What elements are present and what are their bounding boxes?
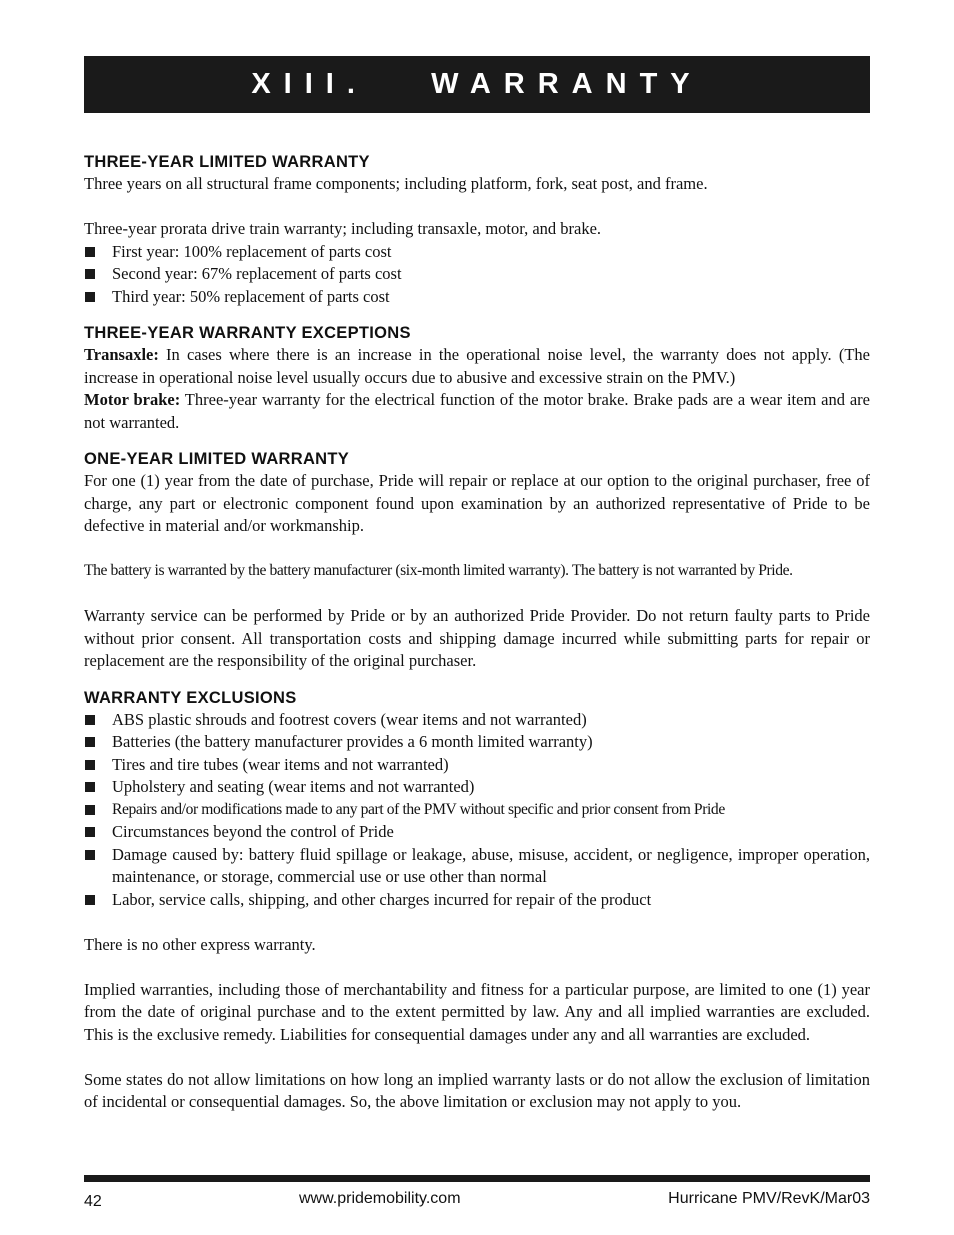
warranty-content [84, 151, 870, 1114]
list-item: Tires and tire tubes (wear items and not warranted) [84, 754, 870, 777]
section-heading-one-year: ONE-YEAR LIMITED WARRANTY [84, 450, 350, 468]
bullet-square-icon [85, 805, 95, 815]
bullet-square-icon [85, 827, 95, 837]
paragraph-motor-brake: Motor brake: Three-year warranty for the electrical function of the motor brake. Brake pads are a wear item and are not warranted. [84, 390, 870, 432]
bullet-square-icon [85, 715, 95, 725]
chapter-title-banner [84, 56, 870, 113]
page-footer [84, 1189, 870, 1213]
bullet-square-icon [85, 247, 95, 257]
list-item: ABS plastic shrouds and footrest covers (wear items and not warranted) [84, 709, 870, 732]
bullet-square-icon [85, 850, 95, 860]
paragraph-transaxle: Transaxle: In cases where there is an increase in the operational noise level, the warranty does not apply. (The increase in operational noise level usually occurs due to abusive and excessive strain on the PMV.) [84, 345, 870, 387]
list-item: Labor, service calls, shipping, and other charges incurred for repair of the product [84, 889, 870, 912]
section-heading-exclusions: WARRANTY EXCLUSIONS [84, 688, 297, 707]
section-heading-exceptions: THREE-YEAR WARRANTY EXCEPTIONS [84, 324, 411, 342]
paragraph: For one (1) year from the date of purchase, Pride will repair or replace at our option to the original purchaser, free of charge, any part or electronic component found upon examination by an authorized representative of Pride to be defective in material and/or workmanship. [84, 471, 870, 535]
chapter-title: XIII. WARRANTY [251, 68, 703, 100]
list-item: Batteries (the battery manufacturer provides a 6 month limited warranty) [84, 731, 870, 754]
paragraph: Implied warranties, including those of merchantability and fitness for a particular purpose, are limited to one (1) year from the date of original purchase and to the extent permitted by law. Any and all implied warranties are excluded. This is the exclusive remedy. Liabilities for consequential damages under any and all warranties are excluded. [84, 979, 870, 1044]
list-item: Repairs and/or modifications made to any part of the PMV without specific and prior consent from Pride [84, 799, 870, 822]
list-item: Third year: 50% replacement of parts cost [84, 286, 870, 309]
list-item: Second year: 67% replacement of parts cost [84, 263, 870, 286]
list-item: Upholstery and seating (wear items and not warranted) [84, 776, 870, 799]
section-heading-three-year: THREE-YEAR LIMITED WARRANTY [84, 153, 370, 171]
bullet-square-icon [85, 895, 95, 905]
bullet-square-icon [85, 269, 95, 279]
document-id: Hurricane PMV/RevK/Mar03 [668, 1190, 870, 1207]
website-url: www.pridemobility.com [299, 1190, 461, 1207]
bullet-square-icon [85, 737, 95, 747]
list-item: Circumstances beyond the control of Pride [84, 821, 870, 844]
list-item: First year: 100% replacement of parts cost [84, 241, 870, 264]
bullet-square-icon [85, 292, 95, 302]
paragraph: Three years on all structural frame components; including platform, fork, seat post, and frame. [84, 174, 708, 193]
exclusions-list [84, 709, 870, 912]
paragraph: Warranty service can be performed by Pride or by an authorized Pride Provider. Do not return faulty parts to Pride without prior consent. All transportation costs and shipping damage incurred while submitting parts for repair or replacement are the responsibility of the original purchaser. [84, 606, 870, 670]
bullet-square-icon [85, 782, 95, 792]
paragraph: Three-year prorata drive train warranty; including transaxle, motor, and brake. [84, 219, 602, 238]
prorata-list [84, 241, 870, 309]
paragraph: There is no other express warranty. [84, 934, 316, 954]
page-number: 42 [84, 1193, 102, 1210]
paragraph: The battery is warranted by the battery manufacturer (six-month limited warranty). The battery is not warranted by Pride. [84, 562, 793, 579]
paragraph: Some states do not allow limitations on how long an implied warranty lasts or do not allow the exclusion of limitation of incidental or consequential damages. So, the above limitation or exclusion may not apply to you. [84, 1069, 870, 1111]
list-item: Damage caused by: battery fluid spillage or leakage, abuse, misuse, accident, or negligence, improper operation, maintenance, or storage, commercial use or use other than normal [84, 844, 870, 889]
bullet-square-icon [85, 760, 95, 770]
footer-divider [84, 1175, 870, 1182]
